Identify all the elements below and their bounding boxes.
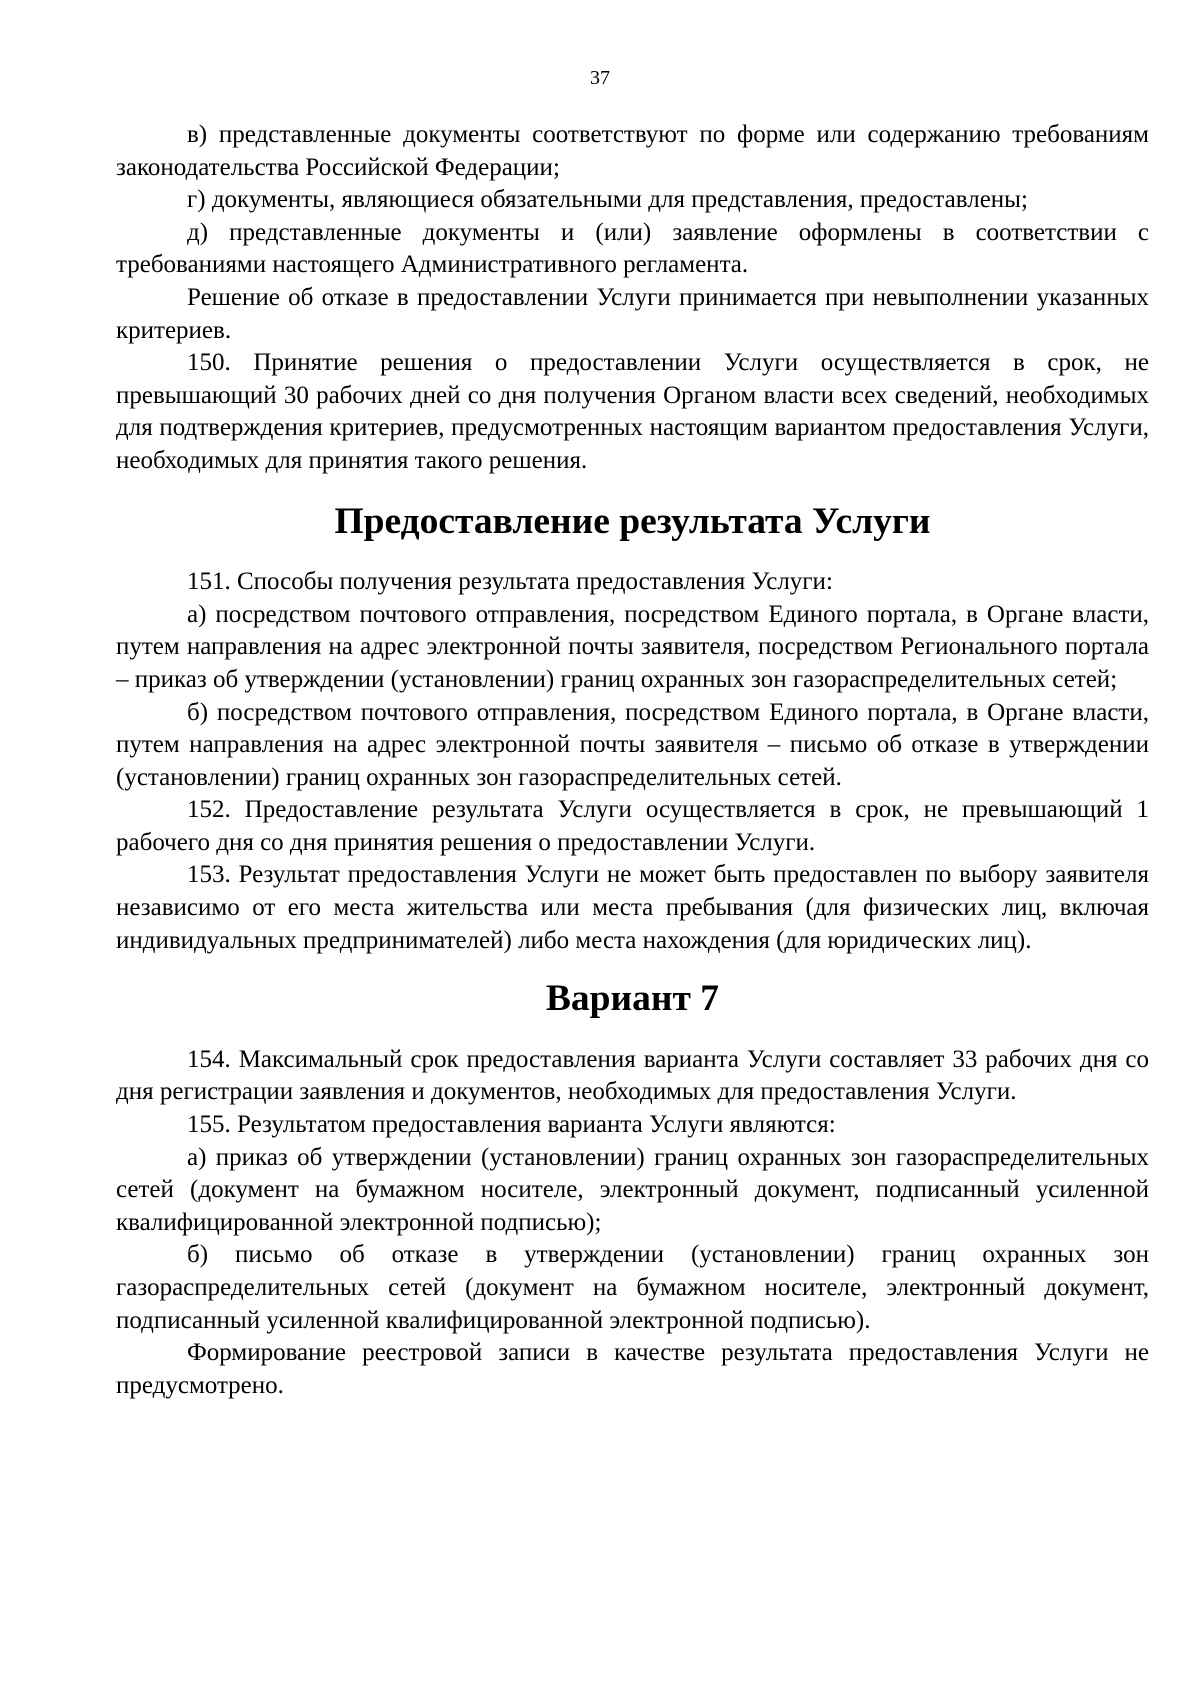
paragraph-155-a: а) приказ об утверждении (установлении) границ охранных зон газораспределительных сетей (документ на бумажном носителе, электронный документ, подписанный усиленной квалифицированной электронной подписью);: [116, 1143, 1149, 1236]
paragraph-150: 150. Принятие решения о предоставлении Услуги осуществляется в срок, не превышающий 30 рабочих дней со дня получения Органом власти всех сведений, необходимых для подтверждения критериев, предусмотренных настоящим вариантом предоставления Услуги, необходимых для принятия такого решения.: [116, 349, 1149, 474]
heading-result-provision: Предоставление результата Услуги: [334, 500, 931, 542]
paragraph-d: д) представленные документы и (или) заявление оформлены в соответствии с требованиями настоящего Административного регламента.: [116, 218, 1149, 279]
heading-variant-7: Вариант 7: [545, 978, 720, 1020]
section-result-provision: [116, 566, 1149, 957]
section-criteria: [116, 119, 1149, 478]
paragraph-153: 153. Результат предоставления Услуги не может быть предоставлен по выбору заявителя независимо от его места жительства или места пребывания (для физических лиц, включая индивидуальных предпринимателей) либо места нахождения (для юридических лиц).: [116, 861, 1149, 954]
paragraph-v: в) представленные документы соответствуют по форме или содержанию требованиям законодательства Российской Федерации;: [116, 121, 1149, 181]
paragraph-registry-record: Формирование реестровой записи в качестве результата предоставления Услуги не предусмотрено.: [116, 1339, 1149, 1399]
paragraph-151-a: а) посредством почтового отправления, посредством Единого портала, в Органе власти, путем направления на адрес электронной почты заявителя, посредством Регионального портала – приказ об утверждении (установлении) границ охранных зон газораспределительных сетей;: [116, 600, 1149, 693]
paragraph-155: 155. Результатом предоставления варианта Услуги являются:: [187, 1111, 836, 1139]
page-number: 37: [590, 67, 610, 89]
paragraph-g: г) документы, являющиеся обязательными для представления, предоставлены;: [187, 186, 1028, 214]
section-variant-7: [116, 1044, 1149, 1403]
document-body: [116, 119, 1149, 1402]
paragraph-154: 154. Максимальный срок предоставления варианта Услуги составляет 33 рабочих дня со дня регистрации заявления и документов, необходимых для предоставления Услуги.: [116, 1045, 1149, 1106]
paragraph-152: 152. Предоставление результата Услуги осуществляется в срок, не превышающий 1 рабочего дня со дня принятия решения о предоставлении Услуги.: [116, 796, 1149, 856]
paragraph-151: 151. Способы получения результата предоставления Услуги:: [187, 568, 833, 596]
paragraph-155-b: б) письмо об отказе в утверждении (установлении) границ охранных зон газораспределительных сетей (документ на бумажном носителе, электронный документ, подписанный усиленной квалифицированной электронной подписью).: [116, 1241, 1149, 1334]
paragraph-refusal-decision: Решение об отказе в предоставлении Услуги принимается при невыполнении указанных критериев.: [116, 283, 1149, 344]
paragraph-151-b: б) посредством почтового отправления, посредством Единого портала, в Органе власти, путем направления на адрес электронной почты заявителя – письмо об отказе в утверждении (установлении) границ охранных зон газораспределительных сетей.: [116, 698, 1149, 791]
